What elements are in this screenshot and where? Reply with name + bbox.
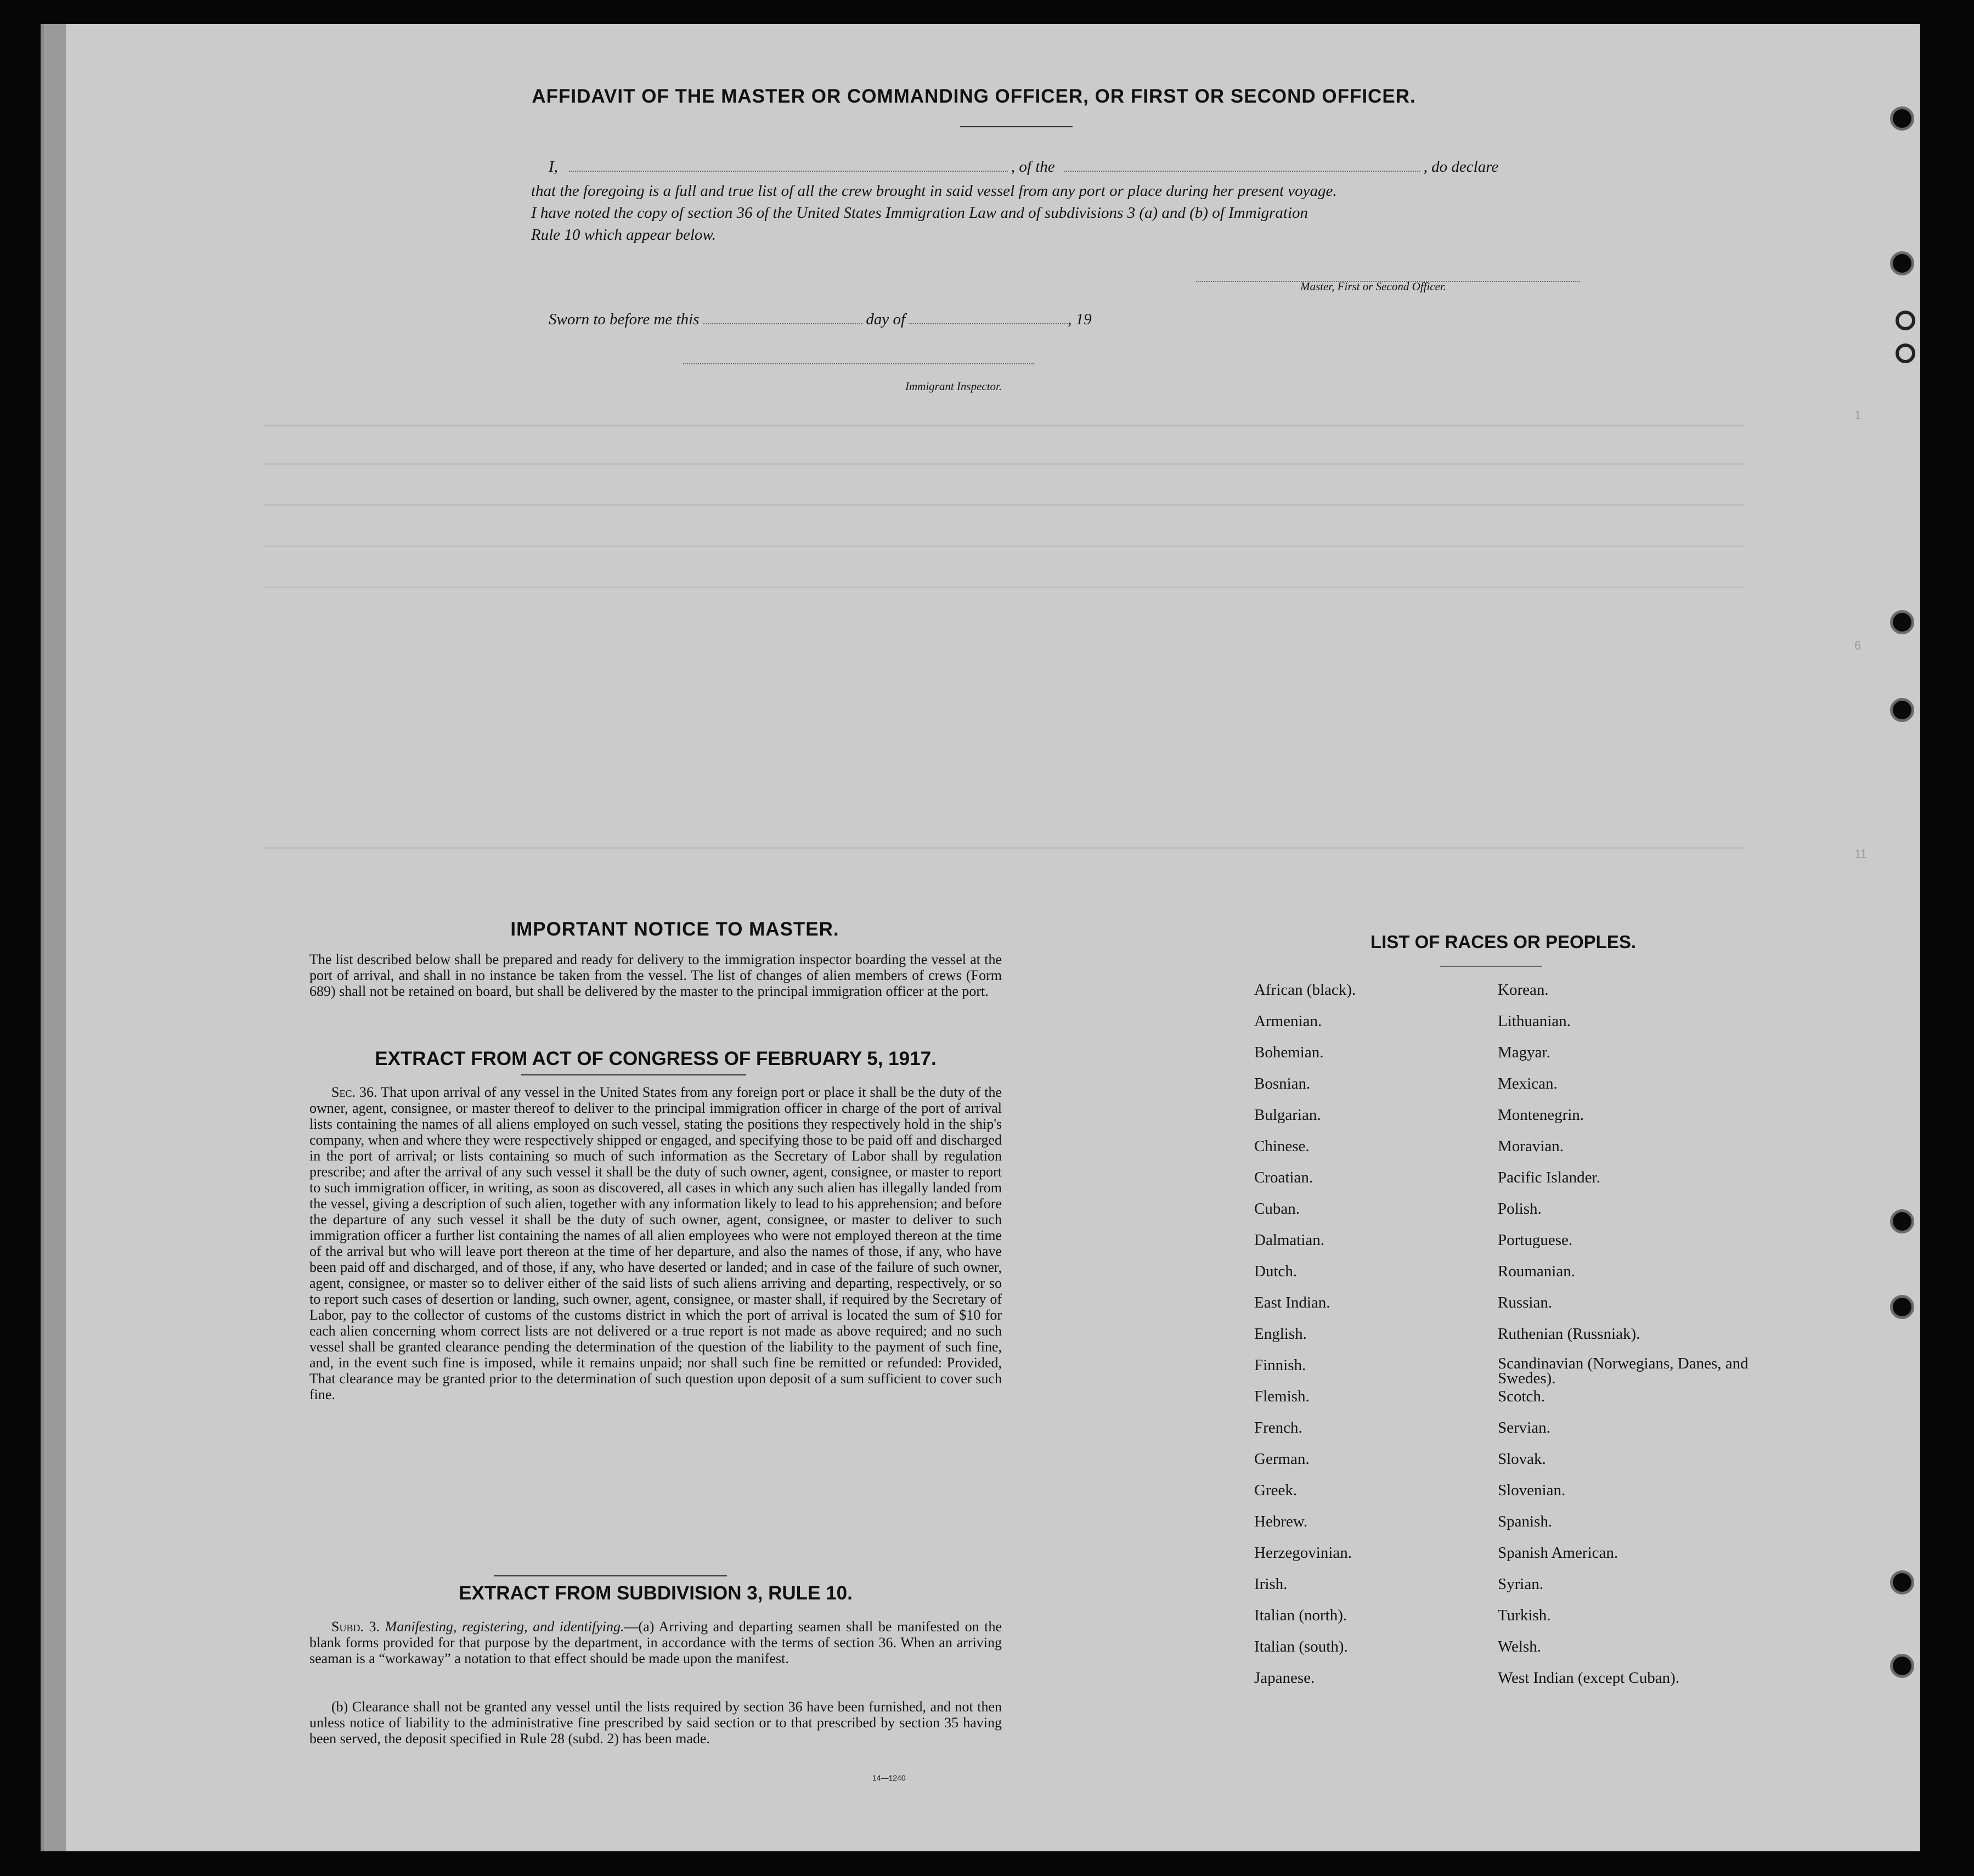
race-item: Roumanian.: [1498, 1263, 1575, 1280]
race-item: Bosnian.: [1254, 1075, 1311, 1092]
race-item: Russian.: [1498, 1294, 1553, 1311]
affidavit-line-1: [549, 158, 1586, 176]
para-a-text: —(a) Arriving and departing seamen shall be manifested on the blank forms provided for that purpose by the department, in accordance with the terms of section 36. When an arriving seaman is a “workaway” a notation to that effect should be made upon the manifest.: [309, 1619, 1002, 1666]
race-item: English.: [1254, 1325, 1307, 1343]
race-item: French.: [1254, 1419, 1302, 1436]
sworn-line: [549, 311, 1262, 329]
race-item: Hebrew.: [1254, 1513, 1308, 1530]
race-item: Armenian.: [1254, 1012, 1322, 1030]
race-item: Ruthenian (Russniak).: [1498, 1325, 1640, 1343]
race-item: West Indian (except Cuban).: [1498, 1669, 1680, 1687]
race-item: Magyar.: [1498, 1044, 1550, 1061]
sworn-month-blank[interactable]: [909, 313, 1068, 324]
margin-mark: 6: [1854, 639, 1862, 652]
race-item: Dutch.: [1254, 1263, 1298, 1280]
sworn-day-of: day of: [866, 311, 906, 328]
punch-hole: [1890, 106, 1914, 131]
subd-label: Subd. 3.: [331, 1619, 380, 1635]
sworn-start: Sworn to before me this: [549, 311, 700, 328]
affidavit-line-4: Rule 10 which appear below.: [531, 226, 716, 244]
punch-hole: [1890, 610, 1914, 634]
act-rule: [521, 1074, 746, 1075]
notice-heading: IMPORTANT NOTICE TO MASTER.: [510, 919, 839, 940]
margin-mark: 11: [1854, 847, 1867, 861]
race-item: Polish.: [1498, 1200, 1542, 1218]
sec-label: Sec. 36.: [331, 1084, 377, 1100]
inspector-signature-line[interactable]: [683, 353, 1034, 364]
affidavit-of-the: , of the: [1011, 158, 1055, 176]
document-page: [41, 24, 1920, 1851]
rule-top-rule: [494, 1575, 727, 1576]
races-heading: LIST OF RACES OR PEOPLES.: [1370, 932, 1637, 952]
race-item: Moravian.: [1498, 1137, 1564, 1155]
race-item: Italian (north).: [1254, 1607, 1347, 1624]
rule-heading: EXTRACT FROM SUBDIVISION 3, RULE 10.: [459, 1582, 853, 1604]
punch-hole: [1890, 251, 1914, 275]
affidavit-do-declare: , do declare: [1423, 158, 1499, 176]
race-item: Pacific Islander.: [1498, 1169, 1600, 1186]
race-item: Dalmatian.: [1254, 1231, 1325, 1249]
affidavit-line-3: I have noted the copy of section 36 of the United States Immigration Law and of subdivisions 3 (a) and (b) of Immigration: [531, 204, 1309, 222]
race-item: Portuguese.: [1498, 1231, 1573, 1249]
race-item: Bulgarian.: [1254, 1106, 1321, 1124]
race-item: Italian (south).: [1254, 1638, 1348, 1655]
race-item: Herzegovinian.: [1254, 1544, 1352, 1562]
races-left-column: [1254, 981, 1485, 1700]
rule-para-a: [309, 1619, 1002, 1666]
race-item: Welsh.: [1498, 1638, 1542, 1655]
inspector-caption: Immigrant Inspector.: [905, 380, 1002, 393]
bleed-through-area: [263, 408, 1800, 902]
act-text: That upon arrival of any vessel in the United States from any foreign port or place it shall be the duty of the owner, agent, consignee, or master thereof to deliver to the principal immigration officer in charge of the port of arrival lists containing the names of all aliens employed on such vessel, stating the positions they respectively hold in the ship's company, when and where they were respectively shipped or engaged, and specifying those to be paid off and discharged in the port of arrival; or lists containing so much of such information as the Secretary of Labor shall by regulation prescribe; and after the arrival of any such vessel it shall be the duty of such owner, agent, consignee, or master to report to such immigration officer, in writing, as soon as discovered, all cases in which any such alien has illegally landed from the vessel, giving a description of such alien, together with any information likely to lead to his apprehension; and before the departure of any such vessel it shall be the duty of such owner, agent, consignee, or master to deliver to such immigration officer a further list containing the names of all alien employees who were not employed thereon at the time of the arrival but who will leave port thereon at the time of her departure, and also the names of those, if any, who have been paid off and discharged, and of those, if any, who have deserted or landed; and in case of the failure of such owner, agent, consignee, or master so to deliver either of the said lists of such aliens arriving and departing, respectively, or so to report such cases of desertion or landing, such owner, agent, consignee, or master shall, if required by the Secretary of Labor, pay to the collector of customs of the customs district in which the port of arrival is located the sum of $10 for each alien concerning whom correct lists are not delivered or a true report is not made as above required; and no such vessel shall be granted clearance pending the determination of the question of the liability to the payment of such fine, and, in the event such fine is imposed, while it remains unpaid; nor shall such fine be remitted or refunded: Provided, That clearance may be granted prior to the determination of such question upon deposit of a sum sufficient to cover such fine.: [309, 1084, 1002, 1402]
name-blank[interactable]: [569, 161, 1008, 172]
punch-hole: [1896, 343, 1915, 363]
race-item: Slovak.: [1498, 1450, 1546, 1468]
race-item: Servian.: [1498, 1419, 1550, 1436]
race-item: Bohemian.: [1254, 1044, 1324, 1061]
race-item: Croatian.: [1254, 1169, 1313, 1186]
race-item: Irish.: [1254, 1575, 1288, 1593]
race-item: German.: [1254, 1450, 1310, 1468]
punch-hole: [1896, 311, 1915, 330]
race-item: Flemish.: [1254, 1388, 1310, 1405]
race-item: Syrian.: [1498, 1575, 1543, 1593]
race-item: Turkish.: [1498, 1607, 1551, 1624]
vessel-blank[interactable]: [1064, 161, 1420, 172]
heading-underline: [960, 126, 1073, 127]
punch-hole: [1890, 1654, 1914, 1678]
sworn-day-blank[interactable]: [703, 313, 862, 324]
race-item: East Indian.: [1254, 1294, 1330, 1311]
act-heading: EXTRACT FROM ACT OF CONGRESS OF FEBRUARY 5, 1917.: [375, 1048, 937, 1069]
punch-hole: [1890, 1295, 1914, 1319]
race-item: Chinese.: [1254, 1137, 1310, 1155]
punch-hole: [1890, 1209, 1914, 1233]
race-item: Lithuanian.: [1498, 1012, 1571, 1030]
margin-mark: 1: [1854, 408, 1862, 422]
race-item: Finnish.: [1254, 1356, 1306, 1374]
race-item: Spanish.: [1498, 1513, 1553, 1530]
race-item: Japanese.: [1254, 1669, 1315, 1687]
races-rule: [1440, 966, 1542, 967]
punch-hole: [1890, 698, 1914, 722]
officer-caption: Master, First or Second Officer.: [1300, 280, 1446, 293]
race-item: Scotch.: [1498, 1388, 1546, 1405]
sworn-year: , 19: [1068, 311, 1092, 328]
subd-title: Manifesting, registering, and identifying.: [385, 1619, 624, 1635]
race-item: Greek.: [1254, 1481, 1298, 1499]
race-item: Mexican.: [1498, 1075, 1558, 1092]
race-item: Slovenian.: [1498, 1481, 1566, 1499]
rule-para-b: (b) Clearance shall not be granted any vessel until the lists required by section 36 have been furnished, and not then unless notice of liability to the administrative fine prescribed by said section or to that prescribed by section 35 having been served, the deposit specified in Rule 28 (subd. 2) has been made.: [309, 1699, 1002, 1747]
race-item: Montenegrin.: [1498, 1106, 1584, 1124]
affidavit-heading: AFFIDAVIT OF THE MASTER OR COMMANDING OFFICER, OR FIRST OR SECOND OFFICER.: [532, 86, 1416, 107]
punch-hole: [1890, 1570, 1914, 1595]
race-item: Cuban.: [1254, 1200, 1300, 1218]
race-item: Scandinavian (Norwegians, Danes, and Swedes).: [1498, 1355, 1749, 1387]
form-number: 14—1240: [872, 1773, 906, 1782]
act-body: [309, 1084, 1002, 1402]
notice-body: The list described below shall be prepared and ready for delivery to the immigration inspector boarding the vessel at the port of arrival, and shall in no instance be taken from the vessel. The list of changes of alien members of crews (Form 689) shall not be retained on board, but shall be delivered by the master to the principal immigration officer at the port.: [309, 951, 1002, 999]
races-right-column: [1498, 981, 1783, 1700]
page-fold-shadow: [44, 24, 66, 1851]
race-item: African (black).: [1254, 981, 1356, 999]
race-item: Korean.: [1498, 981, 1549, 999]
race-item: Spanish American.: [1498, 1544, 1618, 1562]
affidavit-i: I,: [549, 158, 558, 176]
affidavit-line-2: that the foregoing is a full and true list of all the crew brought in said vessel from any port or place during her present voyage.: [531, 182, 1337, 200]
